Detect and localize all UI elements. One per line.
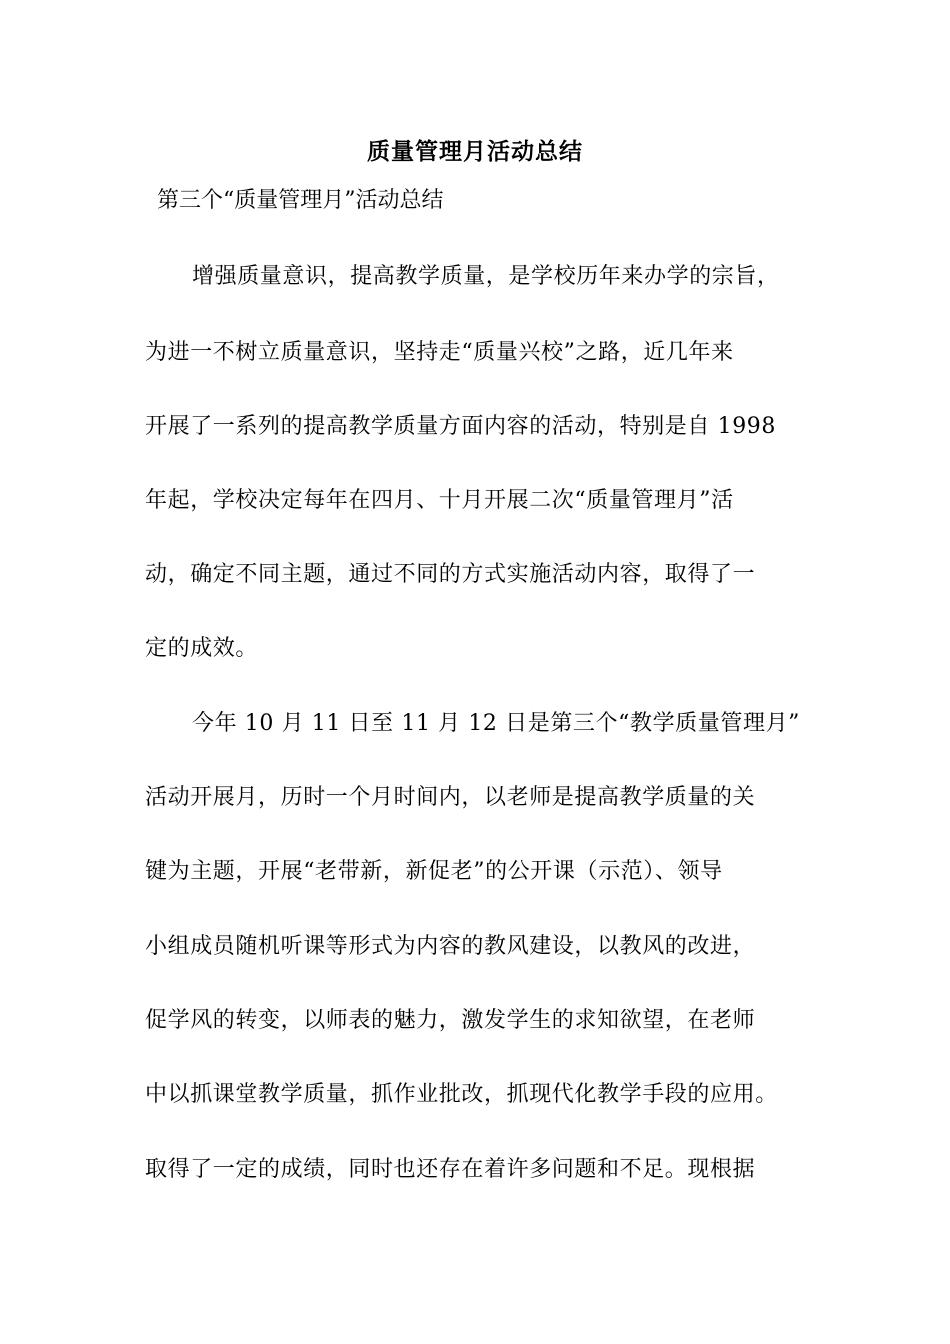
paragraph-1-line-1: 增强质量意识，提高教学质量，是学校历年来办学的宗旨， [192,264,780,289]
paragraph-2-line-1: 今年 10 月 11 日至 11 月 12 日是第三个“教学质量管理月” [192,711,801,736]
paragraph-2-line-3: 键为主题，开展“老带新，新促老”的公开课（示范）、领导 [145,859,723,884]
paragraph-1-line-3: 开展了一系列的提高教学质量方面内容的活动，特别是自 1998 [145,414,776,439]
paragraph-2-line-7: 取得了一定的成绩，同时也还存在着许多问题和不足。现根据 [145,1157,756,1182]
document-title: 质量管理月活动总结 [367,138,583,165]
paragraph-2-line-4: 小组成员随机听课等形式为内容的教风建设，以教风的改进， [145,934,756,959]
paragraph-2-line-5: 促学风的转变，以师表的魅力，激发学生的求知欲望，在老师 [145,1008,756,1033]
paragraph-2-line-2: 活动开展月，历时一个月时间内，以老师是提高教学质量的关 [145,785,756,810]
paragraph-1-line-2: 为进一不树立质量意识，坚持走“质量兴校”之路，近几年来 [145,340,734,365]
document-subtitle: 第三个“质量管理月”活动总结 [157,188,444,213]
paragraph-1-line-6: 定的成效。 [145,636,259,661]
paragraph-1-line-5: 动，确定不同主题，通过不同的方式实施活动内容，取得了一 [145,562,756,587]
paragraph-1-line-4: 年起，学校决定每年在四月、十月开展二次“质量管理月”活 [145,488,734,513]
paragraph-2-line-6: 中以抓课堂教学质量，抓作业批改，抓现代化教学手段的应用。 [145,1082,778,1107]
